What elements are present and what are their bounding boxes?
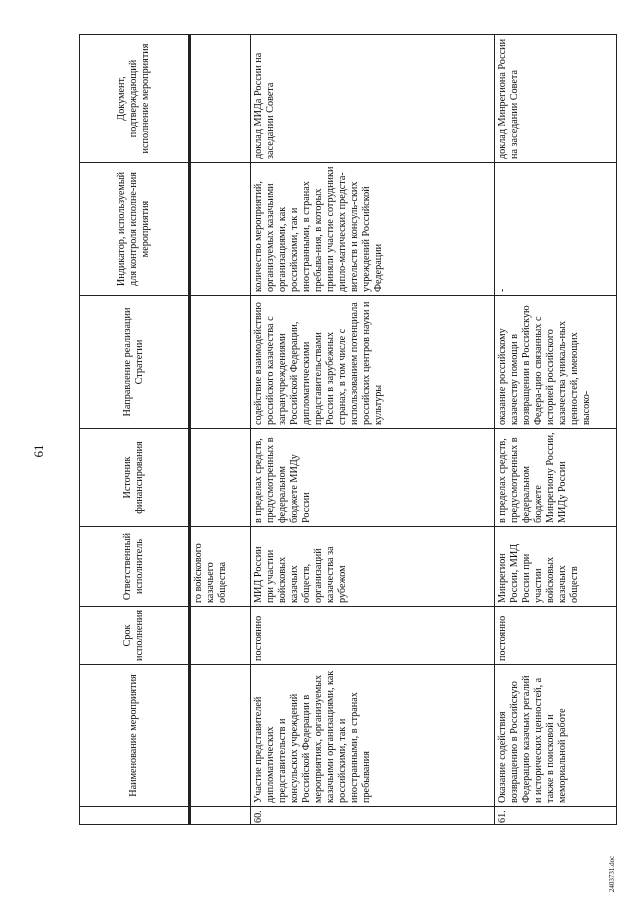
cell-executor-continued: го войскового казачьего общества [191, 527, 251, 607]
header-name: Наименование мероприятия [80, 665, 190, 807]
cell-num: 60. [251, 807, 495, 825]
cell-executor: Минрегион России, МИД России при участии войсковых казачьих обществ [495, 527, 617, 607]
header-num [80, 807, 190, 825]
header-direction: Направление реализации Стратегии [80, 296, 190, 429]
cell-source: в пределах средств, предусмотренных в федеральном бюджете МИДу России [251, 429, 495, 527]
table-row [495, 35, 617, 825]
cell-num: 61. [495, 807, 617, 825]
cell-indicator: - [495, 163, 617, 296]
cell-term: постоянно [251, 607, 495, 665]
header-executor: Ответственный исполнитель [80, 527, 190, 607]
cell-executor: МИД России при участии войсковых казачьих обществ, организаций казачества за рубежом [251, 527, 495, 607]
table-header-row [80, 35, 190, 825]
cell-direction: содействие взаимодействию российского казачества с загранучреждениями Российской Федерации, дипломатическими представительствами России в зарубежных странах, в том числе с использованием потенциала российских центров науки и культуры [251, 296, 495, 429]
table-row [251, 35, 495, 825]
table-row-continuation [191, 35, 251, 825]
cell-indicator: количество мероприятий, организуемых казачьими организациями, как российскими, так и иностранными, в странах пребыва-ния, в которых приняли участие сотрудники дипло-матических предста-вительств и консуль-ских учреждений Российской Федерации [251, 163, 495, 296]
page-number: 61 [31, 444, 46, 458]
header-source: Источник финансирования [80, 429, 190, 527]
cell-name: Участие представителей дипломатических представительств и консульских учреждений Российской Федерации в мероприятиях, организуемых казачьими организациями, как российскими, так и иностранными, в странах пребывания [251, 665, 495, 807]
cell-direction: оказание российскому казачеству помощи в возвращении в Российскую Федера-цию связанных с историей российского казачества уникаль-ных ценностей, имеющих высоко- [495, 296, 617, 429]
header-term: Срок исполнения [80, 607, 190, 665]
cell-document: доклад Минрегиона России на заседании Совета [495, 35, 617, 163]
header-document: Документ, подтверждающий исполнение мероприятия [80, 35, 190, 163]
cell-document: доклад МИДа России на заседании Совета [251, 35, 495, 163]
header-indicator: Индикатор, используемый для контроля исполне-ния мероприятия [80, 163, 190, 296]
cell-name: Оказание содействия возвращению в Российскую Федерацию казачьих регалий и исторических ценностей, а также в поисковой и мемориальной работе [495, 665, 617, 807]
measures-table [79, 34, 617, 825]
file-name: 2403731.doc [608, 855, 616, 893]
cell-term: постоянно [495, 607, 617, 665]
rotated-page-content [79, 35, 614, 825]
cell-source: в пределах средств, предусмотренных в федеральном бюджете Минрегиону России, МИДу России [495, 429, 617, 527]
